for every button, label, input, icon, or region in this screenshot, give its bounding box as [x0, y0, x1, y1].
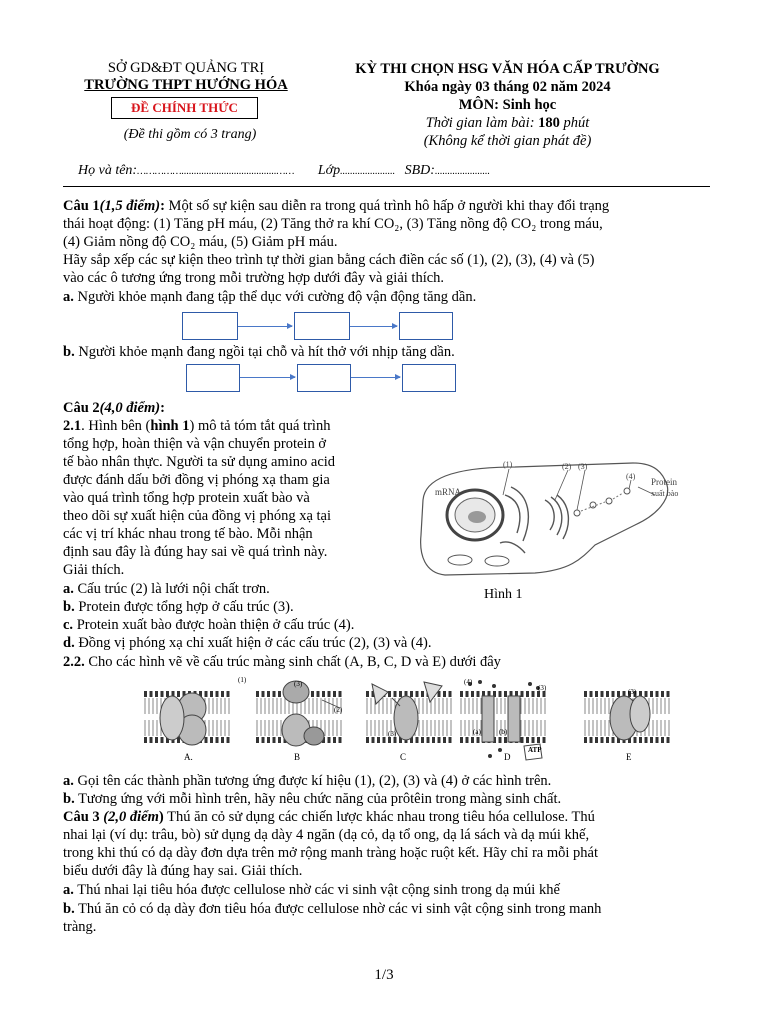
- q2-1-line-5: vào quá trình tổng hợp protein xuất bào và: [63, 490, 310, 506]
- department-name: SỞ GD&ĐT QUẢNG TRỊ: [107, 60, 265, 76]
- q2-1-line-8: định sau đây là đúng hay sai về quá trình này.: [63, 544, 328, 560]
- q3-line-1: Câu 3 (2,0 điểm) Thú ăn cỏ sử dụng các chiến lược khác nhau trong tiêu hóa cellulose. Thú: [63, 809, 595, 825]
- er-icon: [500, 487, 528, 553]
- membrane-label-c: C: [400, 752, 407, 762]
- answer-box-a3[interactable]: [399, 312, 453, 340]
- membrane-e: [584, 694, 670, 740]
- header-right: [325, 60, 690, 150]
- answer-box-a1[interactable]: [182, 312, 238, 340]
- answer-box-b3[interactable]: [402, 364, 456, 392]
- mrna-label: mRNA: [435, 487, 462, 497]
- membrane-c: [366, 682, 452, 740]
- student-info: [78, 162, 490, 181]
- q1-points: (1,5 điểm): [99, 198, 161, 214]
- fig1-label-2: (2): [562, 462, 572, 471]
- q1-item-b: b. Người khỏe mạnh đang ngồi tại chỗ và hít thở với nhịp tăng dần.: [63, 344, 455, 360]
- class-blank[interactable]: ......................: [340, 166, 396, 177]
- membrane-marker-3d: (3): [538, 684, 547, 692]
- membrane-marker-4: (4): [464, 678, 473, 686]
- q2-1-line-6: theo dõi sự xuất hiện của đồng vị phóng xạ tại: [63, 508, 332, 524]
- q2-1-line-3: tế bào nhân thực. Người ta sử dụng amino acid: [63, 454, 336, 470]
- q3-title: Câu 3: [63, 809, 100, 825]
- golgi-icon: [545, 495, 568, 539]
- arrow-icon: [238, 326, 292, 327]
- q3-line-3: trong khi thú có dạ dày đơn dựa trên mở rộng manh tràng hoặc ruột kết. Hãy chỉ ra mỗi phát: [63, 845, 598, 861]
- fig1-protein-label-2: xuất bào: [651, 489, 679, 498]
- figure-2-membranes: [144, 672, 684, 764]
- membrane-b: [256, 681, 342, 746]
- q2-1-line-1: 2.1. Hình bên (hình 1) mô tả tóm tắt quá trình: [63, 418, 331, 434]
- fig1-label-4: (4): [626, 472, 636, 481]
- header-left: [40, 60, 332, 94]
- q3-item-b: b. Thú ăn cỏ có dạ dày đơn tiêu hóa được cellulose nhờ các vi sinh vật cộng sinh trong manh: [63, 901, 602, 917]
- q3-line-4: biểu dưới đây là đúng hay sai. Giải thích.: [63, 863, 303, 879]
- official-stamp: ĐỀ CHÍNH THỨC: [111, 97, 258, 119]
- q1-line-1: Câu 1(1,5 điểm): Một số sự kiện sau diễn ra trong quá trình hô hấp ở người khi thay đổi trạng: [63, 198, 610, 214]
- q2-2-question-a: a. Gọi tên các thành phần tương ứng được kí hiệu (1), (2), (3) và (4) ở các hình trên.: [63, 773, 552, 789]
- q2-1-line-2: tổng hợp, hoàn thiện và vận chuyển protein ở: [63, 436, 326, 452]
- q1-line-5: vào các ô tương ứng trong mỗi trường hợp dưới đây và giải thích.: [63, 270, 445, 286]
- membrane-marker-3: (3): [294, 680, 303, 688]
- q2-2-intro: 2.2. Cho các hình vẽ về cấu trúc màng sinh chất (A, B, C, D và E) dưới đây: [63, 654, 501, 670]
- answer-box-a2[interactable]: [294, 312, 350, 340]
- q3-points: (2,0 điểm: [103, 809, 159, 825]
- arrow-icon: [240, 377, 295, 378]
- membrane-marker-b: (b): [499, 728, 508, 736]
- figure-1-caption: Hình 1: [484, 587, 523, 602]
- q2-1-line-4: được đánh dấu bởi đồng vị phóng xạ tham gia: [63, 472, 330, 488]
- membrane-marker-3e: (3): [628, 688, 637, 696]
- exam-time-value: 180: [538, 115, 560, 131]
- arrow-icon: [350, 326, 397, 327]
- fig1-protein-label-1: Protein: [651, 477, 677, 487]
- atp-label: ATP: [528, 746, 542, 754]
- q1-title: Câu 1: [63, 198, 100, 214]
- answer-box-b1[interactable]: [186, 364, 240, 392]
- school-name: TRƯỜNG THPT HƯỚNG HÓA: [84, 77, 288, 93]
- class-label: Lớp: [317, 163, 341, 178]
- mitochondria-icon: [448, 555, 472, 565]
- q2-points: (4,0 điểm): [99, 400, 161, 416]
- membrane-label-e: E: [626, 752, 632, 762]
- figure-1-cell-diagram: [405, 455, 705, 605]
- q2-2-question-b: b. Tương ứng với mỗi hình trên, hãy nêu chức năng của prôtêin trong màng sinh chất.: [63, 791, 562, 807]
- q2-1-line-7: các vị trí khác nhau trong tế bào. Mỗi nhận: [63, 526, 313, 542]
- membrane-label-d: D: [504, 752, 511, 762]
- page-number: 1/3: [374, 967, 394, 983]
- name-label: Họ và tên:: [78, 163, 138, 178]
- q1-item-a: a. Người khỏe mạnh đang tập thể dục với cường độ vận động tăng dần.: [63, 289, 477, 305]
- fig1-label-1: (1): [503, 460, 513, 469]
- q1-line-4: Hãy sắp xếp các sự kiện theo trình tự thời gian bằng cách điền các số (1), (2), (3), (4) và (5): [63, 252, 595, 268]
- q2-title: Câu 2: [63, 400, 100, 416]
- q3-item-a: a. Thú nhai lại tiêu hóa được cellulose nhờ các vi sinh vật cộng sinh trong dạ múi khế: [63, 882, 560, 898]
- membrane-marker-2: (2): [334, 706, 343, 714]
- exam-time: Thời gian làm bài: 180 phút: [425, 115, 590, 131]
- q1-line-3: (4) Giảm nồng độ CO₂ máu, (5) Giảm pH máu.: [63, 234, 338, 250]
- q2-1-item-a: a. Cấu trúc (2) là lưới nội chất trơn.: [63, 581, 270, 597]
- exam-title: KỲ THI CHỌN HSG VĂN HÓA CẤP TRƯỜNG: [355, 61, 660, 77]
- name-blank[interactable]: ……………......................................……: [137, 166, 295, 177]
- sbd-label: SBD:: [404, 163, 435, 178]
- exam-time-note: (Không kể thời gian phát đề): [423, 133, 592, 149]
- sbd-blank[interactable]: ......................: [434, 166, 490, 177]
- membrane-marker-1: (1): [238, 676, 247, 684]
- arrow-icon: [351, 377, 400, 378]
- pages-note: (Đề thi gồm có 3 trang): [123, 127, 257, 142]
- q3-item-b-cont: tràng.: [63, 919, 97, 935]
- membrane-label-a: A.: [184, 752, 193, 762]
- answer-box-b2[interactable]: [297, 364, 351, 392]
- fig1-label-3: (3): [578, 462, 588, 471]
- vesicle-icon: [574, 510, 580, 516]
- membrane-marker-3c: (3): [388, 730, 397, 738]
- header-divider: [63, 186, 710, 187]
- q3-line-2: nhai lại (ví dụ: trâu, bò) sử dụng dạ dày 4 ngăn (dạ cỏ, dạ tổ ong, dạ lá sách và dạ múi khế,: [63, 827, 590, 843]
- q2-1-item-b: b. Protein được tổng hợp ở cấu trúc (3).: [63, 599, 294, 615]
- exam-date: Khóa ngày 03 tháng 02 năm 2024: [404, 79, 611, 95]
- q2-heading: Câu 2(4,0 điểm):: [63, 400, 165, 416]
- q1-line-2: thái hoạt động: (1) Tăng pH máu, (2) Tăng thở ra khí CO₂, (3) Tăng nồng độ CO₂ trong máu,: [63, 216, 603, 232]
- membrane-marker-a: (a): [473, 728, 481, 736]
- q2-1-item-c: c. Protein xuất bào được hoàn thiện ở cấu trúc (4).: [63, 617, 355, 633]
- exam-subject: MÔN: Sinh học: [458, 97, 557, 113]
- membrane-a: [144, 693, 230, 745]
- membrane-label-b: B: [294, 752, 301, 762]
- q2-1-item-d: d. Đồng vị phóng xạ chỉ xuất hiện ở các cấu trúc (2), (3) và (4).: [63, 635, 432, 651]
- q2-1-line-9: Giải thích.: [63, 562, 125, 578]
